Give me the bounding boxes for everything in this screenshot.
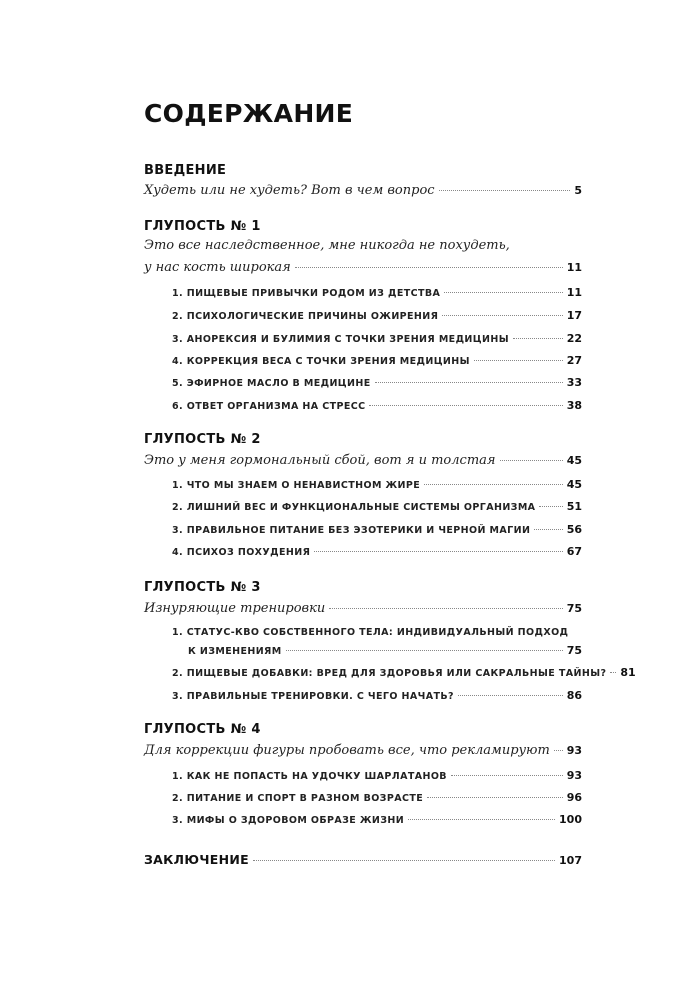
- entry-title: 3. ПРАВИЛЬНОЕ ПИТАНИЕ БЕЗ ЭЗОТЕРИКИ И ЧЕРНОЙ МАГИИ: [172, 525, 531, 536]
- dot-leader: [539, 506, 562, 507]
- page-number: 11: [566, 286, 582, 299]
- page-number: 5: [574, 184, 582, 197]
- toc-subentry[interactable]: [172, 666, 636, 679]
- toc-entry-part3[interactable]: [144, 601, 582, 616]
- part3-item1-line1: 1. СТАТУС-КВО СОБСТВЕННОГО ТЕЛА: ИНДИВИДУАЛЬНЫЙ ПОДХОД: [172, 627, 569, 638]
- dot-leader: [534, 529, 562, 530]
- dot-leader: [286, 650, 563, 651]
- entry-title: 3. ПРАВИЛЬНЫЕ ТРЕНИРОВКИ. С ЧЕГО НАЧАТЬ?: [172, 691, 454, 702]
- toc-subentry[interactable]: [172, 399, 582, 412]
- entry-title: 2. ЛИШНИЙ ВЕС И ФУНКЦИОНАЛЬНЫЕ СИСТЕМЫ ОРГАНИЗМА: [172, 502, 536, 513]
- dot-leader: [442, 315, 562, 316]
- entry-title: 1. КАК НЕ ПОПАСТЬ НА УДОЧКУ ШАРЛАТАНОВ: [172, 771, 447, 782]
- entry-title: у нас кость широкая: [144, 260, 291, 275]
- toc-entry-intro[interactable]: [144, 183, 582, 198]
- page-number: 86: [566, 689, 582, 702]
- entry-title: Это у меня гормональный сбой, вот я и толстая: [144, 453, 496, 468]
- page-number: 100: [559, 813, 582, 826]
- toc-subentry[interactable]: [172, 478, 582, 491]
- toc-entry-conclusion[interactable]: [144, 852, 582, 867]
- part3-heading: ГЛУПОСТЬ № 3: [144, 580, 261, 595]
- part4-heading: ГЛУПОСТЬ № 4: [144, 722, 261, 737]
- entry-title: К ИЗМЕНЕНИЯМ: [188, 646, 282, 657]
- part1-heading: ГЛУПОСТЬ № 1: [144, 219, 261, 234]
- toc-entry-part2[interactable]: [144, 453, 582, 468]
- dot-leader: [500, 460, 563, 461]
- dot-leader: [295, 267, 563, 268]
- page-number: 33: [566, 376, 582, 389]
- entry-title: 4. КОРРЕКЦИЯ ВЕСА С ТОЧКИ ЗРЕНИЯ МЕДИЦИНЫ: [172, 356, 470, 367]
- toc-entry-part4[interactable]: [144, 743, 582, 758]
- toc-entry-part1[interactable]: [144, 260, 582, 275]
- toc-subentry[interactable]: [172, 523, 582, 536]
- toc-subentry[interactable]: [172, 769, 582, 782]
- entry-title: Для коррекции фигуры пробовать все, что рекламируют: [144, 743, 550, 758]
- entry-title: 2. ПИЩЕВЫЕ ДОБАВКИ: ВРЕД ДЛЯ ЗДОРОВЬЯ ИЛИ САКРАЛЬНЫЕ ТАЙНЫ?: [172, 668, 607, 679]
- dot-leader: [369, 405, 562, 406]
- toc-subentry[interactable]: [172, 354, 582, 367]
- page-number: 45: [566, 454, 582, 467]
- toc-subentry[interactable]: [172, 376, 582, 389]
- entry-title: ЗАКЛЮЧЕНИЕ: [144, 852, 249, 867]
- dot-leader: [444, 292, 562, 293]
- intro-heading: ВВЕДЕНИЕ: [144, 163, 227, 178]
- dot-leader: [458, 695, 563, 696]
- dot-leader: [474, 360, 563, 361]
- entry-title: 3. АНОРЕКСИЯ И БУЛИМИЯ С ТОЧКИ ЗРЕНИЯ МЕДИЦИНЫ: [172, 334, 509, 345]
- page-number: 51: [566, 500, 582, 513]
- toc-subentry[interactable]: [172, 309, 582, 322]
- page-number: 81: [620, 666, 636, 679]
- page-number: 38: [566, 399, 582, 412]
- part1-title-line1: Это все наследственное, мне никогда не похудеть,: [144, 238, 510, 253]
- dot-leader: [610, 672, 616, 673]
- page-number: 56: [566, 523, 582, 536]
- dot-leader: [513, 338, 563, 339]
- entry-title: Изнуряющие тренировки: [144, 601, 326, 616]
- toc-subentry[interactable]: [172, 545, 582, 558]
- dot-leader: [329, 608, 562, 609]
- dot-leader: [253, 860, 555, 861]
- page-number: 67: [566, 545, 582, 558]
- entry-title: 2. ПСИХОЛОГИЧЕСКИЕ ПРИЧИНЫ ОЖИРЕНИЯ: [172, 311, 439, 322]
- dot-leader: [451, 775, 563, 776]
- entry-title: 1. ПИЩЕВЫЕ ПРИВЫЧКИ РОДОМ ИЗ ДЕТСТВА: [172, 288, 441, 299]
- toc-title: СОДЕРЖАНИЕ: [144, 99, 354, 128]
- entry-title: Худеть или не худеть? Вот в чем вопрос: [144, 183, 435, 198]
- toc-subentry[interactable]: [172, 791, 582, 804]
- dot-leader: [424, 484, 563, 485]
- toc-subentry[interactable]: [172, 286, 582, 299]
- page-number: 17: [566, 309, 582, 322]
- page-number: 93: [566, 769, 582, 782]
- toc-subentry[interactable]: [172, 813, 582, 826]
- page-number: 22: [566, 332, 582, 345]
- part2-heading: ГЛУПОСТЬ № 2: [144, 432, 261, 447]
- page-number: 45: [566, 478, 582, 491]
- entry-title: 4. ПСИХОЗ ПОХУДЕНИЯ: [172, 547, 311, 558]
- page-number: 107: [559, 854, 582, 867]
- dot-leader: [554, 750, 563, 751]
- page-number: 93: [566, 744, 582, 757]
- dot-leader: [408, 819, 555, 820]
- dot-leader: [427, 797, 563, 798]
- page-number: 11: [566, 261, 582, 274]
- entry-title: 6. ОТВЕТ ОРГАНИЗМА НА СТРЕСС: [172, 401, 366, 412]
- toc-subentry[interactable]: [172, 332, 582, 345]
- toc-subentry[interactable]: [172, 500, 582, 513]
- page-number: 75: [566, 602, 582, 615]
- entry-title: 5. ЭФИРНОЕ МАСЛО В МЕДИЦИНЕ: [172, 378, 371, 389]
- dot-leader: [314, 551, 562, 552]
- dot-leader: [375, 382, 563, 383]
- page-number: 96: [566, 791, 582, 804]
- page-number: 27: [566, 354, 582, 367]
- entry-title: 1. ЧТО МЫ ЗНАЕМ О НЕНАВИСТНОМ ЖИРЕ: [172, 480, 421, 491]
- page-number: 75: [566, 644, 582, 657]
- entry-title: 3. МИФЫ О ЗДОРОВОМ ОБРАЗЕ ЖИЗНИ: [172, 815, 405, 826]
- toc-subentry[interactable]: [188, 644, 582, 657]
- entry-title: 2. ПИТАНИЕ И СПОРТ В РАЗНОМ ВОЗРАСТЕ: [172, 793, 424, 804]
- toc-subentry[interactable]: [172, 689, 582, 702]
- dot-leader: [439, 190, 571, 191]
